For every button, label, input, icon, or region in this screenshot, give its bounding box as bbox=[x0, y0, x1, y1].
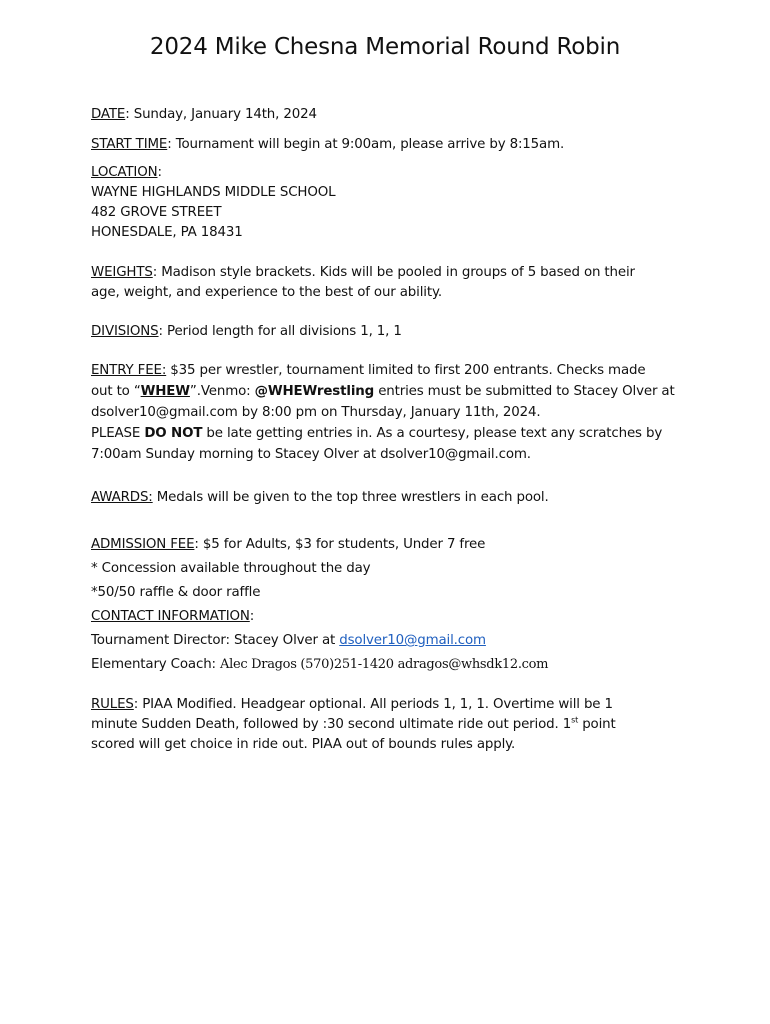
director-text: Tournament Director: Stacey Olver at bbox=[91, 633, 340, 648]
start-time-value: Tournament will begin at 9:00am, please arrive by 8:15am. bbox=[171, 137, 565, 152]
entry-fee-section bbox=[91, 360, 691, 465]
start-time-line bbox=[91, 134, 691, 155]
entry-fee-text-2a: out to “ bbox=[91, 384, 141, 399]
rules-text-3: scored will get choice in ride out. PIAA out of bounds rules apply. bbox=[91, 737, 516, 752]
weights-section bbox=[91, 263, 691, 303]
rules-text-2a: minute Sudden Death, followed by :30 second ultimate ride out period. 1 bbox=[91, 717, 572, 732]
date-label: DATE bbox=[91, 107, 126, 122]
location-line-street: 482 GROVE STREET bbox=[91, 205, 222, 220]
entry-fee-text-5: 7:00am Sunday morning to Stacey Olver at dsolver10@gmail.com. bbox=[91, 447, 531, 462]
entry-fee-text-4a: PLEASE bbox=[91, 426, 145, 441]
entry-fee-text-4b: be late getting entries in. As a courtesy, please text any scratches by bbox=[202, 426, 663, 441]
rules-text-2b: point bbox=[578, 717, 616, 732]
rules-superscript: st bbox=[571, 715, 579, 725]
entry-fee-text-3: dsolver10@gmail.com by 8:00 pm on Thursday, January 11th, 2024. bbox=[91, 405, 541, 420]
awards-label: AWARDS: bbox=[91, 490, 153, 505]
start-time-sep: : bbox=[167, 137, 172, 152]
entry-fee-text-2b: ”.Venmo: bbox=[189, 384, 255, 399]
location-label: LOCATION bbox=[91, 165, 158, 180]
do-not-emphasis: DO NOT bbox=[144, 426, 203, 441]
date-value: Sunday, January 14th, 2024 bbox=[129, 107, 317, 122]
divisions-text: : Period length for all divisions 1, 1, 1 bbox=[158, 324, 402, 339]
venmo-handle: @WHEWrestling bbox=[254, 384, 375, 399]
location-line-school: WAYNE HIGHLANDS MIDDLE SCHOOL bbox=[91, 185, 336, 200]
location-sep: : bbox=[157, 165, 162, 180]
weights-text-1: : Madison style brackets. Kids will be pooled in groups of 5 based on their bbox=[152, 265, 635, 280]
location-section bbox=[91, 163, 691, 243]
awards-text: Medals will be given to the top three wrestlers in each pool. bbox=[152, 490, 549, 505]
coach-text: Alec Dragos (570)251-1420 adragos@whsdk12.com bbox=[220, 657, 549, 672]
location-line-city: HONESDALE, PA 18431 bbox=[91, 225, 243, 240]
entry-fee-label: ENTRY FEE: bbox=[91, 363, 167, 378]
entry-fee-text-2c: entries must be submitted to Stacey Olver at bbox=[374, 384, 675, 399]
weights-text-2: age, weight, and experience to the best of our ability. bbox=[91, 285, 442, 300]
awards-line bbox=[91, 487, 691, 508]
admission-label: ADMISSION FEE bbox=[91, 537, 195, 552]
director-email-link[interactable]: dsolver10@gmail.com bbox=[339, 633, 486, 648]
rules-label: RULES bbox=[91, 697, 134, 712]
rules-text-1: : PIAA Modified. Headgear optional. All periods 1, 1, 1. Overtime will be 1 bbox=[133, 697, 613, 712]
divisions-line bbox=[91, 321, 691, 342]
contact-label: CONTACT INFORMATION bbox=[91, 609, 250, 624]
admission-text: : $5 for Adults, $3 for students, Under 7 free bbox=[194, 537, 486, 552]
start-time-label: START TIME bbox=[91, 137, 168, 152]
coach-label: Elementary Coach: bbox=[91, 657, 220, 672]
concession-line: * Concession available throughout the day bbox=[91, 561, 371, 576]
whew-name: WHEW bbox=[140, 384, 190, 399]
entry-fee-text-1: $35 per wrestler, tournament limited to first 200 entrants. Checks made bbox=[166, 363, 646, 378]
weights-label: WEIGHTS bbox=[91, 265, 153, 280]
contact-sep: : bbox=[249, 609, 255, 624]
rules-section bbox=[91, 695, 691, 755]
admission-section bbox=[91, 533, 691, 677]
date-line bbox=[91, 104, 691, 125]
page-title: 2024 Mike Chesna Memorial Round Robin bbox=[149, 34, 621, 60]
date-sep: : bbox=[125, 107, 130, 122]
divisions-label: DIVISIONS bbox=[91, 324, 159, 339]
raffle-line: *50/50 raffle & door raffle bbox=[91, 585, 261, 600]
